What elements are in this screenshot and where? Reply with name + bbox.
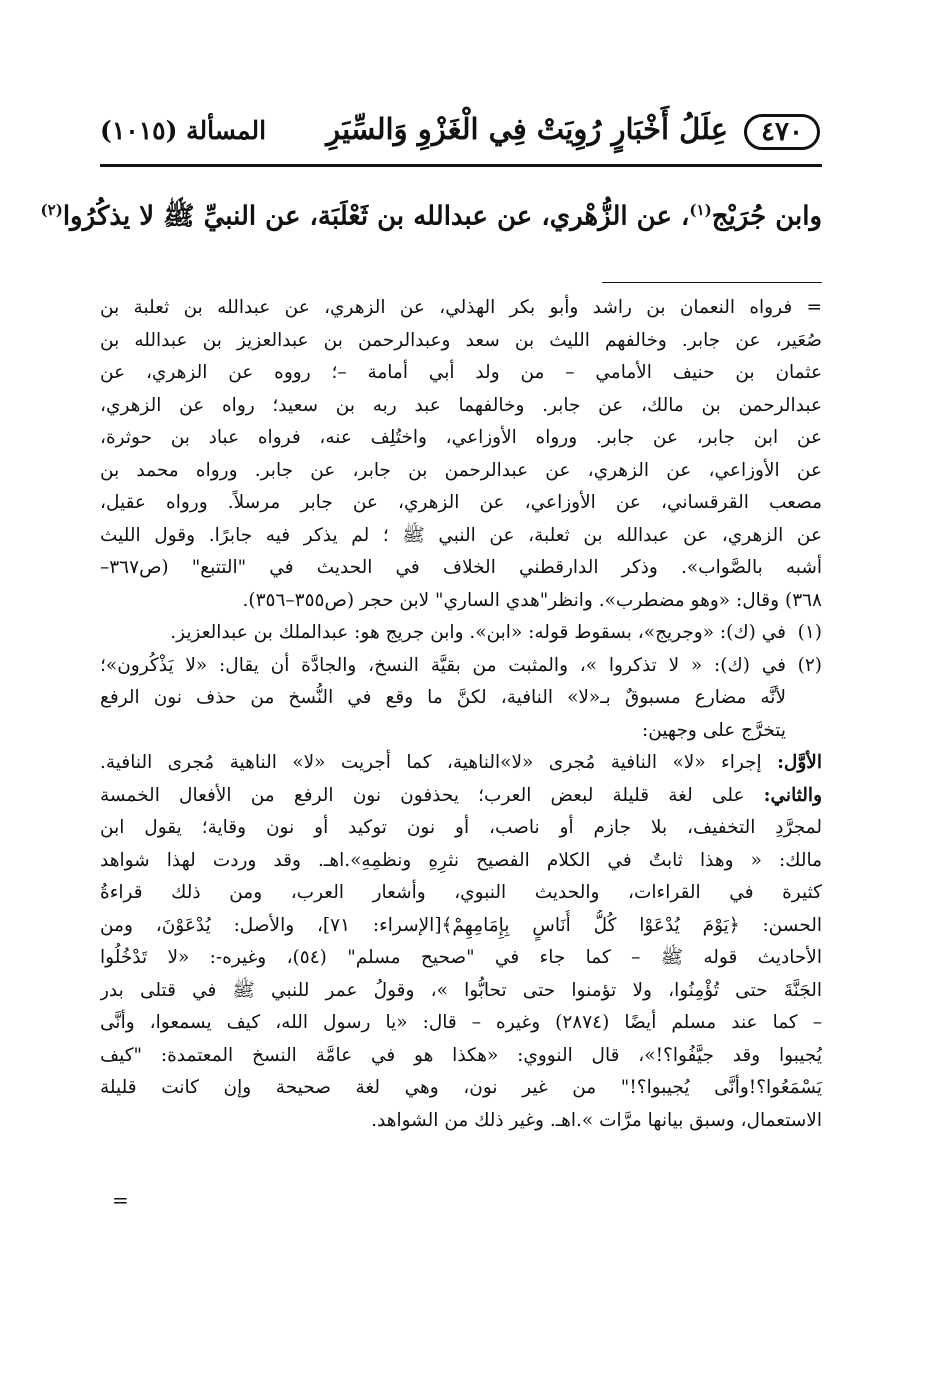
footnote-line: عثمان بن حنيف الأمامي – من ولد أبي أمامة –؛ رووه عن الزهري، عن [100,362,822,383]
footnote-line: يَسْمَعُوا؟!وأنَّى يُجيبوا؟!" من غير نون، وهي لغة صحيحة وإن كانت قليلة [100,1077,822,1098]
footnote-line: = فرواه النعمان بن راشد وأبو بكر الهذلي، عن الزهري، عن عبدالله بن ثعلبة بن [100,297,822,318]
footnote-ref-2[interactable]: (٢) [40,201,63,219]
first-point-text: إجراء «لا» النافية مُجرى «لا»الناهية، كما أجريت «لا» الناهية مُجرى النافية. [100,752,778,773]
main-text [40,190,822,237]
footnote-line: ٣٦٨) وقال: «وهو مضطرب». وانظر"هدي الساري" لابن حجر (ص٣٥٥–٣٥٦). [242,589,822,611]
footnote-line: الحسن: ﴿يَوْمَ يُدْعَوْا كُلُّ أُنَاسٍ بِإِمَامِهِمْ﴾[الإسراء: ٧١]، والأصل: يُدْعَوْنَ، ومن [100,914,822,936]
main-text-part-2: ، عن الزُّهْري، عن عبدالله بن ثَعْلَبَة، عن النبيِّ ﷺ لا يذكُرُوا [62,201,690,232]
footnote-number: (١) [797,622,822,643]
header-divider [100,164,822,167]
footnote-line: يتخرَّج على وجهين: [642,719,786,741]
main-text-part-1: وابن جُرَيْج [711,201,822,232]
footnote-line: الاستعمال، وسبق بيانها مرَّات ».اهـ. وغير ذلك من الشواهد. [371,1109,822,1131]
footnote-ref-1[interactable]: (١) [689,201,712,219]
issue-number: المسألة (١٠١٥) [100,116,267,145]
footnote-line: في (ك): «وجريج»، بسقوط قوله: «ابن». وابن جريج هو: عبدالملك بن عبدالعزيز. [170,622,786,643]
footnote-line: عن ابن جابر، عن جابر. ورواه الأوزاعي، واختُلِف عنه، فرواه عباد بن حوثرة، [100,427,822,448]
footnote-divider [602,282,822,283]
second-point-text: على لغة قليلة لبعض العرب؛ يحذفون نون الرفع من الأفعال الخمسة [100,784,764,806]
footnote-line: عبدالرحمن بن مالك، عن جابر. وخالفهما عبد ربه بن سعيد؛ رواه عن الزهري، [100,394,822,416]
footnote-number: (٢) [797,654,822,676]
footnote-line: يُجيبوا وقد جيَّفُوا؟!»، قال النووي: «هكذا هو في عامَّة النسخ المعتمدة: "كيف [100,1044,822,1066]
running-title: عِلَلُ أَخْبَارٍ رُوِيَتْ فِي الْغَزْوِ وَالسِّيَرِ [326,112,728,146]
footnote-line: الأحاديث قوله ﷺ – كما جاء في "صحيح مسلم" (٥٤)، وغيره-: «لا تَدْخُلُوا [100,947,822,968]
footnote-line: لأنَّه مضارع مسبوقٌ بـ«لا» النافية، لكنَّ ما وقع في النُّسخ من حذف نون الرفع [100,687,786,708]
footnote-line: أشبه بالصَّواب». وذكر الدارقطني الخلاف في الحديث في "التتبع" (ص٣٦٧– [100,557,822,578]
footnote-line: عن الزهري، عن عبدالله بن ثعلبة، عن النبي ﷺ ؛ لم يذكر فيه جابرًا. وقول الليث [100,524,822,546]
footnote-2 [100,650,822,748]
second-point-lead: والثاني: [763,784,822,806]
footnote-line: مصعب القرقساني، عن الأوزاعي، عن الزهري، عن جابر مرسلاً. ورواه عقيل، [100,492,822,513]
page-number: ٤٧٠ [744,114,820,150]
page-header [100,112,820,156]
continuation-marker: = [112,1188,129,1212]
footnote-line: صُعَير، عن جابر. وخالفهم الليث بن سعد وعبدالرحمن بن عبدالعزيز بن عبدالله بن [100,329,822,351]
footnote-line: مالك: « وهذا ثابتٌ في الكلام الفصيح نثرِهِ ونظمِهِ».اهـ. وقد وردت لهذا شواهد [100,849,822,871]
footnote-line: – كما عند مسلم أيضًا (٢٨٧٤) وغيره – قال: «يا رسول الله، كيف يسمعوا، وأنَّى [100,1012,822,1033]
footnote-line: في (ك): « لا تذكروا »، والمثبت من بقيَّة النسخ، والجادَّة أن يقال: «لا يَذْكُرون»؛ [100,654,786,676]
footnote-continuation [100,292,822,617]
footnote-2-points [100,747,822,1137]
footnote-line: لمجرَّدِ التخفيف، بلا جازم أو ناصب، أو نون توكيد أو نون وقاية؛ يقول ابن [100,817,822,838]
footnote-line [100,780,822,813]
footnote-line [100,747,822,780]
footnote-line: عن الأوزاعي، عن الزهري، عن عبدالرحمن بن جابر، عن جابر. ورواه محمد بن [100,459,822,481]
footnote-line: الجَنَّةَ حتى تُؤْمِنُوا، ولا تؤمنوا حتى تحابُّوا »، وقولُ عمر للنبي ﷺ في قتلى بدر [100,979,822,1001]
first-point-lead: الأوَّل: [777,752,822,773]
footnote-1 [100,617,822,650]
footnotes [100,292,822,1137]
footnote-line: كثيرة في القراءات، والحديث النبوي، وأشعار العرب، ومن ذلك قراءةُ [100,882,822,903]
